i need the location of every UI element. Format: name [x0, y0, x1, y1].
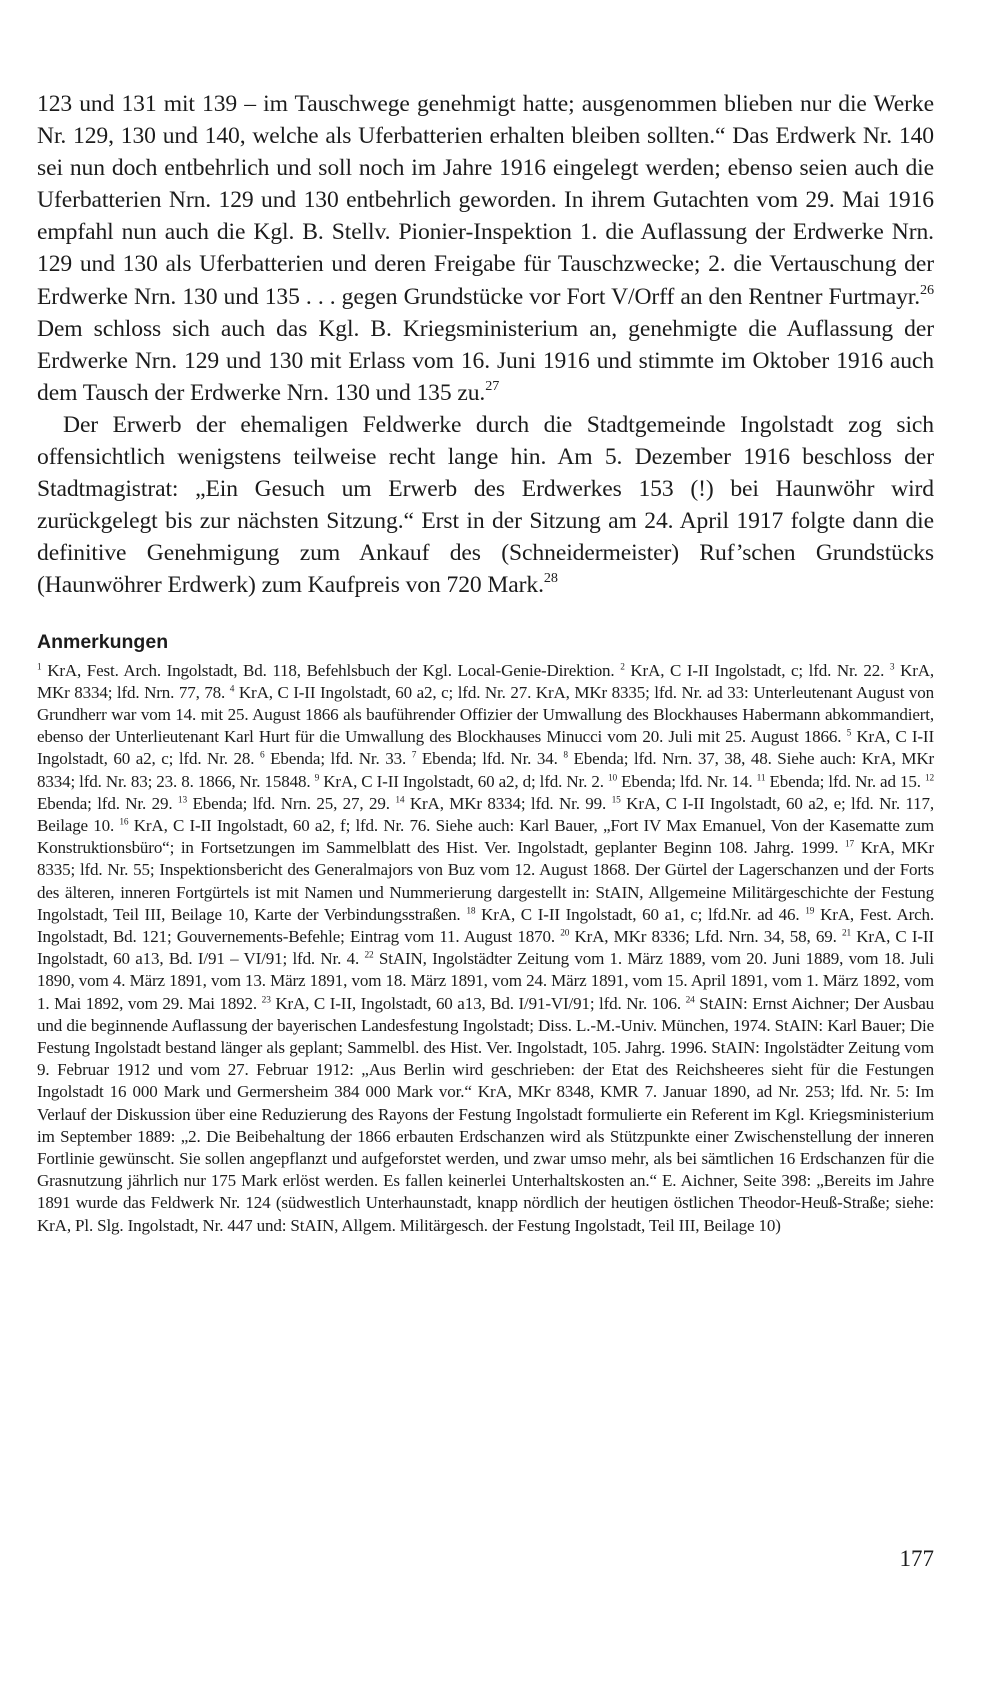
text-run: 123 und 131 mit 139 – im Tauschwege genehmigt hatte; ausgenommen blieben nur die Werke Nr. 129, 130 und 140, welche als Uferbatterien erhalten bleiben sollten.“ Das Erdwerk Nr. 140 sei nun doch entbehrlich und soll noch im Jahre 1916 eingelegt werden; ebenso seien auch die Uferbatterien Nrn. 129 und 130 entbehrlich geworden. In ihrem Gutachten vom 29. Mai 1916 empfahl nun auch die Kgl. B. Stellv. Pionier-Inspektion 1. die Auflassung der Erdwerke Nrn. 129 und 130 als Uferbatterien und deren Freigabe für Tauschzwecke; 2. die Vertauschung der Erdwerke Nrn. 130 und 135 . . . gegen Grundstücke vor Fort V/Orff an den Rentner Furtmayr.	[37, 91, 934, 310]
footnote-marker: 2	[620, 661, 625, 672]
footnote-marker: 1	[37, 661, 42, 672]
text-run: KrA, C I-II Ingolstadt, 60 a2, c; lfd. Nr. 27. KrA, MKr 8335; lfd. Nr. ad 33: Unterleutenant August von Grundherr war vom 14. mit 25. August 1866 als bauführender Offizier der Umwallung des Blockhauses Habermann abkommandiert, ebenso der Unterlieutenant Karl Hurt für die Umwallung des Blockhauses Minucci vom 20. Juli mit 25. August 1866.	[37, 682, 934, 747]
body-text	[37, 88, 934, 602]
endnotes	[37, 660, 934, 1237]
footnote-marker: 22	[364, 950, 374, 961]
footnote-marker: 5	[846, 728, 852, 739]
page-number: 177	[899, 1546, 934, 1571]
text-run: KrA, C I-II Ingolstadt, 60 a2, d; lfd. Nr. 2.	[319, 771, 608, 791]
text-run: KrA, MKr 8336; Lfd. Nrn. 34, 58, 69.	[569, 926, 842, 946]
footnote-marker: 20	[560, 928, 570, 939]
text-run: KrA, C I-II, Ingolstadt, 60 a13, Bd. I/91-VI/91; lfd. Nr. 106.	[270, 993, 686, 1013]
text-run: KrA, C I-II Ingolstadt, 60 a2, e; lfd. Nr. 117, Beilage 10.	[37, 793, 935, 835]
footnote-marker: 27	[485, 377, 500, 394]
footnote-marker: 21	[841, 928, 852, 939]
footnote-marker: 4	[229, 684, 235, 695]
footnote-marker: 15	[611, 795, 621, 806]
footnote-marker: 19	[805, 906, 815, 917]
document-page	[37, 88, 934, 1237]
footnote-marker: 13	[177, 795, 187, 806]
text-run: KrA, MKr 8334; lfd. Nr. 99.	[404, 793, 612, 813]
body-paragraph	[37, 409, 934, 602]
text-run: KrA, Fest. Arch. Ingolstadt, Bd. 121; Gouvernements-Befehle; Eintrag vom 11. August 1870.	[37, 904, 935, 946]
footnote-marker: 17	[845, 839, 855, 850]
text-run: Ebenda; lfd. Nr. 29.	[37, 793, 178, 813]
footnote-marker: 3	[889, 661, 895, 672]
text-run: KrA, C I-II Ingolstadt, 60 a2, f; lfd. Nr. 76. Siehe auch: Karl Bauer, „Fort IV Max Emanuel, Von der Kasematte zum Konstruktionsbüro“; in Fortsetzungen im Sammelblatt des Hist. Ver. Ingolstadt, geplanter Beginn 108. Jahrg. 1999.	[37, 815, 934, 858]
footnote-marker: 11	[756, 772, 766, 783]
text-run: KrA, C I-II Ingolstadt, 60 a1, c; lfd.Nr. ad 46.	[475, 904, 806, 924]
body-paragraph	[37, 88, 934, 409]
footnote-marker: 16	[119, 817, 129, 828]
text-run: KrA, C I-II Ingolstadt, 60 a13, Bd. I/91 – VI/91; lfd. Nr. 4.	[37, 926, 934, 969]
text-run: KrA, C I-II Ingolstadt, 60 a2, c; lfd. Nr. 28.	[37, 727, 934, 769]
footnote-marker: 8	[563, 750, 568, 761]
text-run: Dem schloss sich auch das Kgl. B. Kriegsministerium an, genehmigte die Auflassung der Erdwerke Nrn. 129 und 130 mit Erlass vom 16. Juni 1916 und stimmte im Oktober 1916 auch dem Tausch der Erdwerke Nrn. 130 und 135 zu.	[37, 315, 934, 406]
text-run: Ebenda; lfd. Nr. 34.	[416, 749, 564, 769]
text-run: Ebenda; lfd. Nr. 33.	[264, 749, 412, 769]
notes-heading: Anmerkungen	[37, 630, 169, 653]
text-run: StAIN, Ingolstädter Zeitung vom 1. März 1889, vom 20. Juni 1889, vom 18. Juli 1890, vom 4. März 1891, vom 13. März 1891, vom 18. März 1891, vom 24. März 1891, vom 15. April 1891, vom 1. März 1892, vom 1. Mai 1892, vom 29. Mai 1892.	[37, 949, 934, 1013]
text-run: Der Erwerb der ehemaligen Feldwerke durch die Stadtgemeinde Ingolstadt zog sich offensichtlich wenigstens teilweise recht lange hin. Am 5. Dezember 1916 beschloss der Stadtmagistrat: „Ein Gesuch um Erwerb des Erdwerkes 153 (!) bei Haunwöhr wird zurückgelegt bis zur nächsten Sitzung.“ Erst in der Sitzung am 24. April 1917 folgte dann die definitive Genehmigung zum Ankauf des (Schneidermeister) Ruf’schen Grundstücks (Haunwöhrer Erdwerk) zum Kaufpreis von 720 Mark.	[37, 411, 934, 599]
text-run: KrA, C I-II Ingolstadt, c; lfd. Nr. 22.	[624, 660, 890, 680]
footnote-marker: 24	[685, 994, 695, 1005]
footnote-marker: 9	[314, 772, 320, 783]
text-run: Ebenda; lfd. Nrn. 25, 27, 29.	[186, 793, 396, 813]
footnote-marker: 23	[261, 994, 271, 1005]
text-run: KrA, Fest. Arch. Ingolstadt, Bd. 118, Befehlsbuch der Kgl. Local-Genie-Direktion.	[41, 660, 621, 680]
footnote-marker: 28	[543, 570, 558, 587]
footnote-marker: 7	[411, 750, 417, 761]
text-run: Ebenda; lfd. Nr. 14.	[617, 771, 757, 791]
text-run: StAIN: Ernst Aichner; Der Ausbau und die beginnende Auflassung der bayerischen Landesfestung Ingolstadt; Diss. L.-M.-Univ. München, 1974. StAIN: Karl Bauer; Die Festung Ingolstadt bestand länger als geplant; Sammelbl. des Hist. Ver. Ingolstadt, 105. Jahrg. 1996. StAIN: Ingolstädter Zeitung vom 9. Februar 1912 und vom 27. Februar 1912: „Aus Berlin wird geschrieben: der Etat des Reichsheeres sieht für die Festungen Ingolstadt 16 000 Mark und Germersheim 384 000 Mark vor.“ KrA, MKr 8348, KMR 7. Januar 1890, ad Nr. 253; lfd. Nr. 5: Im Verlauf der Diskussion über eine Reduzierung des Rayons der Festung Ingolstadt formulierte ein Referent im Kgl. Kriegsministerium im September 1889: „2. Die Beibehaltung der 1866 erbauten Erdschanzen wird als Stützpunkte einer Zwischenstellung der inneren Fortlinie gewünscht. Sie sollen angepflanzt und aufgeforstet werden, und zwar umso mehr, als bei sämtlichen 16 Erdschanzen für die Grasnutzung jährlich nur 175 Mark erlöst werden. Es fallen keinerlei Unterhaltskosten an.“ E. Aichner, Seite 398: „Bereits im Jahre 1891 wurde das Feldwerk Nr. 124 (südwestlich Unterhaunstadt, knapp nördlich der heutigen östlichen Theodor-Heuß-Straße; siehe: KrA, Pl. Slg. Ingolstadt, Nr. 447 und: StAIN, Allgem. Militärgesch. der Festung Ingolstadt, Teil III, Beilage 10)	[37, 993, 934, 1235]
footnote-marker: 14	[395, 795, 405, 806]
footnote-marker: 6	[260, 750, 265, 761]
text-run: Ebenda; lfd. Nr. ad 15.	[765, 771, 925, 791]
footnote-marker: 26	[920, 281, 934, 298]
footnote-marker: 18	[466, 906, 476, 917]
text-run: KrA, MKr 8335; lfd. Nr. 55; Inspektionsbericht des Generalmajors von Buz vom 12. August 1868. Der Gürtel der Lagerschanzen und der Forts des älteren, inneren Fortgürtels ist mit Namen und Nummerierung dargestellt in: StAIN, Allgemeine Militärgeschichte der Festung Ingolstadt, Teil III, Beilage 10, Karte der Verbindungsstraßen.	[37, 838, 934, 924]
footnote-marker: 12	[924, 772, 934, 783]
footnote-marker: 10	[607, 772, 617, 783]
text-run: KrA, MKr 8334; lfd. Nrn. 77, 78.	[37, 660, 934, 702]
text-run: Ebenda; lfd. Nrn. 37, 38, 48. Siehe auch: KrA, MKr 8334; lfd. Nr. 83; 23. 8. 1866, Nr. 15848.	[37, 749, 935, 791]
